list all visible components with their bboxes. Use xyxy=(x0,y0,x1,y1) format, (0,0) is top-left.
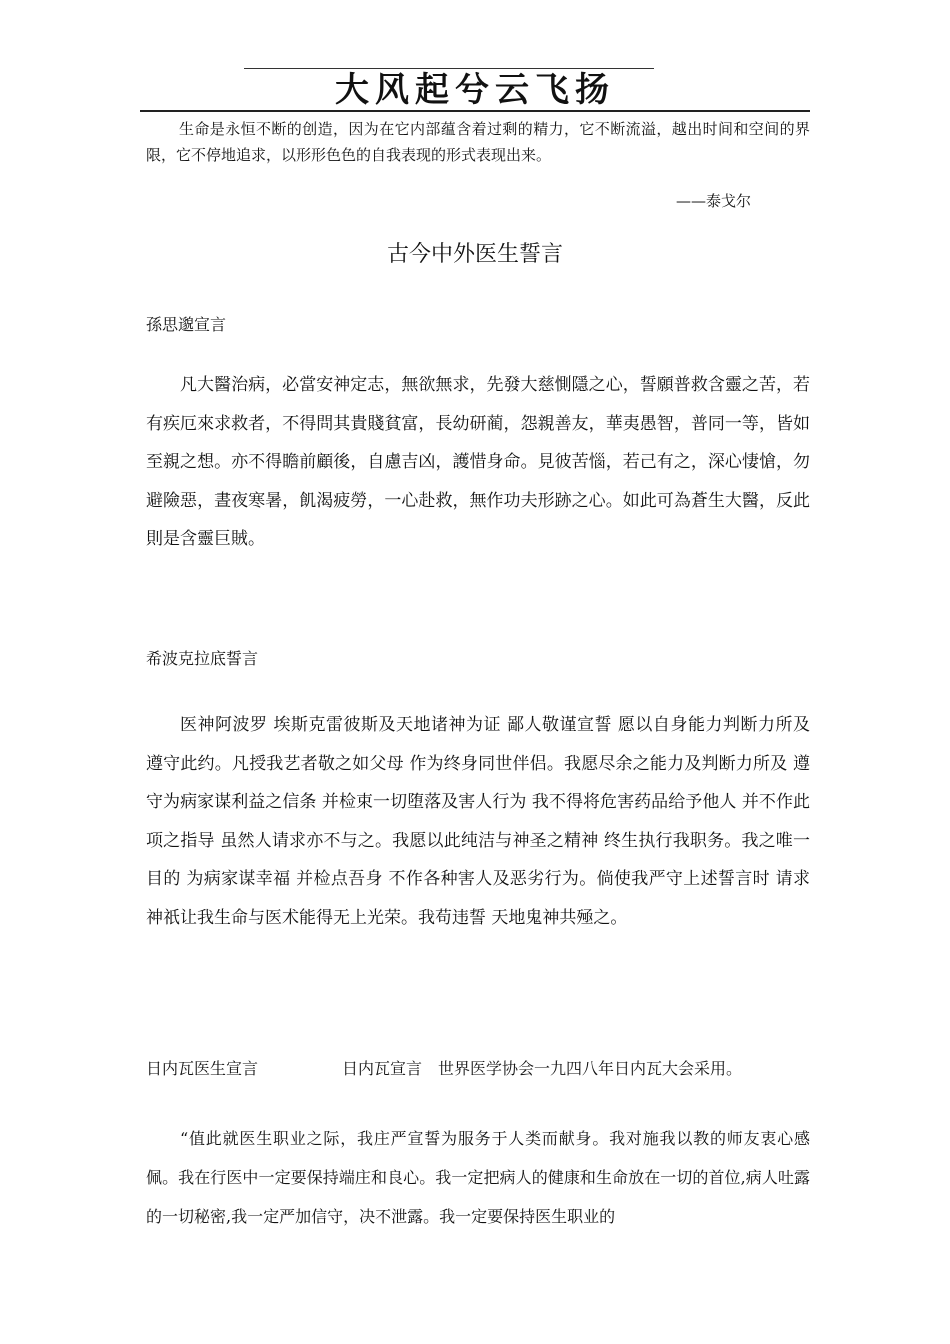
document-title: 古今中外医生誓言 xyxy=(386,242,563,267)
header-title: 大风起兮云飞扬 xyxy=(335,70,615,110)
section-heading-row-geneva xyxy=(146,1057,810,1081)
section-heading-geneva: 日内瓦医生宣言 xyxy=(146,1059,259,1078)
header-bottom-rule xyxy=(140,110,810,112)
section-body-sun: 凡大醫治病，必當安神定志，無欲無求，先發大慈惻隱之心，誓願普救含靈之苦，若有疾厄來求救者，不得問其貴賤貧富，長幼研蔺，怨親善友，華夷愚智，普同一等，皆如至親之想。亦不得瞻前顧後，自慮吉凶，護惜身命。見彼苦惱，若己有之，深心悽愴，勿避險惡，晝夜寒暑，飢渴疲勞，一心赴救，無作功夫形跡之心。如此可為蒼生大醫，反此則是含靈巨賊。 xyxy=(146,375,810,549)
section-subheading-geneva: 日内瓦宣言 世界医学协会一九四八年日内瓦大会采用。 xyxy=(342,1059,743,1078)
section-heading-hippocrates: 希波克拉底誓言 xyxy=(146,649,259,668)
section-heading-sun: 孫思邈宣言 xyxy=(146,315,227,334)
epigraph-text: 生命是永恒不断的创造，因为在它内部蕴含着过剩的精力，它不断流溢，越出时间和空间的界限，它不停地追求，以形形色色的自我表现的形式表现出来。 xyxy=(146,120,810,164)
epigraph-attribution: ——泰戈尔 xyxy=(676,192,752,210)
section-body-hippocrates: 医神阿波罗 埃斯克雷彼斯及天地诸神为证 鄙人敬谨宣誓 愿以自身能力判断力所及 遵守此约。凡授我艺者敬之如父母 作为终身同世伴侣。我愿尽余之能力及判断力所及 遵守为病家谋利益之信条 并检束一切堕落及害人行为 我不得将危害药品给予他人 并不作此项之指导 虽然人请求亦不与之。我愿以此纯洁与神圣之精神 终生执行我职务。我之唯一目的 为病家谋幸福 并检点吾身 不作各种害人及恶劣行为。倘使我严守上述誓言时 请求神祇让我生命与医术能得无上光荣。我苟违誓 天地鬼神共殛之。 xyxy=(146,715,810,928)
header-top-rule xyxy=(244,68,654,69)
section-body-geneva: “值此就医生职业之际，我庄严宣誓为服务于人类而献身。我对施我以教的师友衷心感佩。我在行医中一定要保持端庄和良心。我一定把病人的健康和生命放在一切的首位,病人吐露的一切秘密,我一定严加信守，决不泄露。我一定要保持医生职业的 xyxy=(146,1129,810,1226)
